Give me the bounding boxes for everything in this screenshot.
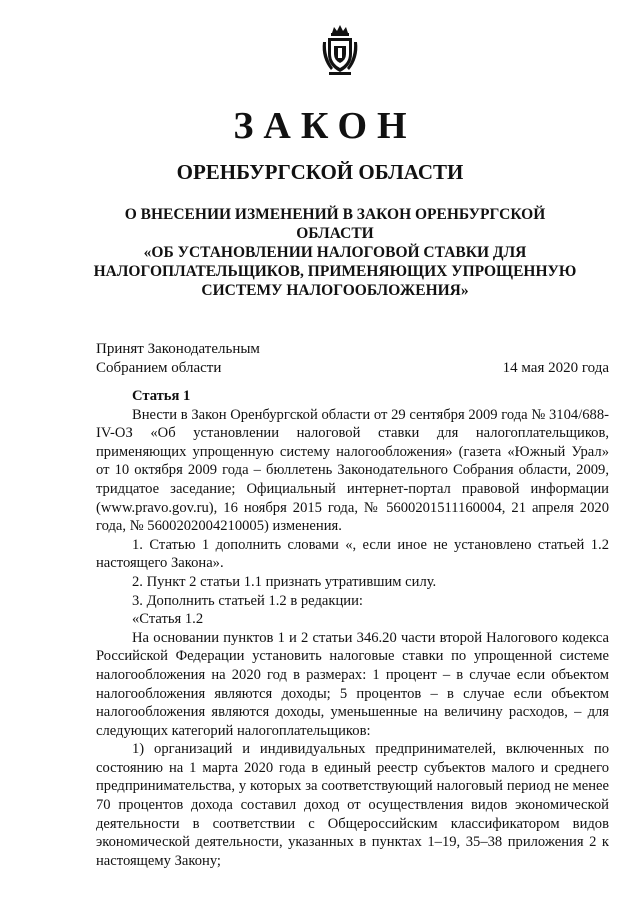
adoption-date: 14 мая 2020 года (502, 360, 609, 376)
document-region: ОРЕНБУРГСКОЙ ОБЛАСТИ (176, 160, 464, 184)
adoption-block (96, 340, 260, 378)
adoption-line: Собранием области (96, 360, 222, 376)
article-intro-paragraph: Внести в Закон Оренбургской области от 29 сентября 2009 года № 3104/688-IV-ОЗ «Об установлении налоговой ставки для налогоплательщиков, применяющих упрощенную систему налогообложения» (газета «Южный Урал» от 10 октября 2009 года – бюллетень Законодательного Собрания области, 2009, тридцатое заседание; Официальный интернет-портал правовой информации (www.pravo.gov.ru), 16 ноября 2015 года, № 5600201511160004, 21 апреля 2020 года, № 5600202004210005) изменения. (96, 406, 609, 535)
article-title: Статья 1 (132, 388, 191, 404)
law-heading-line: «ОБ УСТАНОВЛЕНИИ НАЛОГОВОЙ СТАВКИ ДЛЯ (143, 244, 527, 261)
adoption-line: Принят Законодательным (96, 341, 260, 357)
new-article-subitem-1: 1) организаций и индивидуальных предпринимателей, включенных по состоянию на 1 марта 2020 года в единый реестр субъектов малого и среднего предпринимательства, у которых за соответствующий налоговый период не менее 70 процентов дохода составил доход от осуществления видов экономической деятельности в соответствии с Общероссийским классификатором видов экономической деятельности, указанных в пунктах 1–19, 35–38 приложения 2 к настоящему Закону; (96, 741, 609, 869)
amendment-item-2: 2. Пункт 2 статьи 1.1 признать утратившим силу. (132, 573, 437, 590)
new-article-title: «Статья 1.2 (132, 611, 204, 628)
new-article-paragraph: На основании пунктов 1 и 2 статьи 346.20 части второй Налогового кодекса Российской Федерации установить налоговые ставки по упрощенной системе налогообложения на 2020 год в размерах: 1 процент – в случае если объектом налогообложения являются доходы; 5 процентов – в случае если объектом налогообложения являются доходы, уменьшенные на величину расходов, – для следующих категорий налогоплательщиков: (96, 629, 609, 739)
law-heading-line: О ВНЕСЕНИИ ИЗМЕНЕНИЙ В ЗАКОН ОРЕНБУРГСКОЙ ОБЛАСТИ (124, 206, 546, 242)
law-heading (90, 205, 580, 300)
amendment-item-3: 3. Дополнить статьей 1.2 в редакции: (132, 592, 363, 609)
law-heading-line: НАЛОГОПЛАТЕЛЬЩИКОВ, ПРИМЕНЯЮЩИХ УПРОЩЕННУЮ (93, 263, 577, 280)
document-title: ЗАКОН (233, 105, 417, 147)
coat-of-arms-icon (321, 24, 359, 76)
amendment-item-1: 1. Статью 1 дополнить словами «, если иное не установлено статьей 1.2 настоящего Закона». (96, 536, 609, 572)
document-body (96, 387, 609, 870)
law-heading-line: СИСТЕМУ НАЛОГООБЛОЖЕНИЯ» (201, 282, 469, 299)
